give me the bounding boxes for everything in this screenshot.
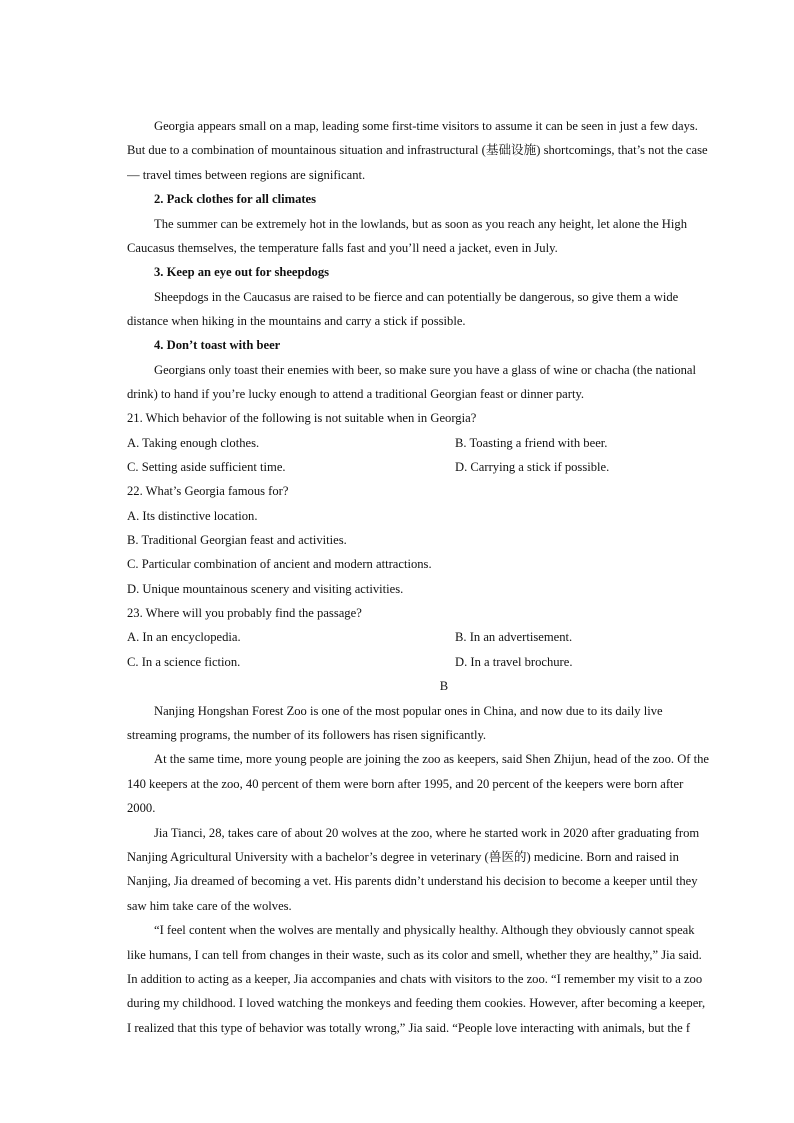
answer-option: C. Particular combination of ancient and modern attractions.: [127, 557, 432, 571]
paragraph-line: At the same time, more young people are joining the zoo as keepers, said Shen Zhijun, head of the zoo. Of the: [154, 752, 710, 766]
paragraph-line: Nanjing Hongshan Forest Zoo is one of the most popular ones in China, and now due to its daily live: [154, 704, 663, 718]
paragraph-line: — travel times between regions are significant.: [127, 168, 366, 182]
paragraph-line: Nanjing Agricultural University with a bachelor’s degree in veterinary (兽医的) medicine. Born and raised in: [127, 850, 679, 864]
answer-option: A. Its distinctive location.: [127, 509, 258, 523]
answer-option: A. Taking enough clothes.: [127, 436, 260, 450]
paragraph-line: “I feel content when the wolves are mentally and physically healthy. Although they obviously cannot speak: [154, 923, 695, 937]
paragraph-line: drink) to hand if you’re lucky enough to attend a traditional Georgian feast or dinner party.: [127, 387, 585, 401]
paragraph-line: But due to a combination of mountainous situation and infrastructural (基础设施) shortcomings, that’s not the case: [127, 143, 708, 157]
answer-option: A. In an encyclopedia.: [127, 630, 241, 644]
paragraph-line: Nanjing, Jia dreamed of becoming a vet. His parents didn’t understand his decision to become a keeper until they: [127, 874, 698, 888]
paragraph-line: Sheepdogs in the Caucasus are raised to be fierce and can potentially be dangerous, so give them a wide: [154, 290, 679, 304]
answer-option: D. In a travel brochure.: [455, 655, 573, 669]
paragraph-line: Caucasus themselves, the temperature falls fast and you’ll need a jacket, even in July.: [127, 241, 558, 255]
section-heading: 2. Pack clothes for all climates: [154, 192, 317, 206]
answer-option: B. Traditional Georgian feast and activities.: [127, 533, 347, 547]
answer-option: D. Carrying a stick if possible.: [455, 460, 610, 474]
answer-option: D. Unique mountainous scenery and visiting activities.: [127, 582, 404, 596]
question-stem: 22. What’s Georgia famous for?: [127, 484, 289, 498]
answer-option: B. Toasting a friend with beer.: [455, 436, 608, 450]
paragraph-line: like humans, I can tell from changes in their waste, such as its color and smell, whether they are healthy,” Jia said.: [127, 948, 702, 962]
paragraph-line: 140 keepers at the zoo, 40 percent of them were born after 1995, and 20 percent of the keepers were born after: [127, 777, 684, 791]
section-letter-heading: B: [439, 679, 449, 693]
paragraph-line: Georgians only toast their enemies with beer, so make sure you have a glass of wine or chacha (the national: [154, 363, 697, 377]
paragraph-line: The summer can be extremely hot in the lowlands, but as soon as you reach any height, let alone the High: [154, 217, 687, 231]
question-stem: 23. Where will you probably find the passage?: [127, 606, 362, 620]
paragraph-line: In addition to acting as a keeper, Jia accompanies and chats with visitors to the zoo. “I remember my visit to a zoo: [127, 972, 703, 986]
paragraph-line: Georgia appears small on a map, leading some first-time visitors to assume it can be seen in just a few days.: [154, 119, 698, 133]
paragraph-line: saw him take care of the wolves.: [127, 899, 292, 913]
answer-option: C. Setting aside sufficient time.: [127, 460, 286, 474]
section-heading: 4. Don’t toast with beer: [154, 338, 281, 352]
paragraph-line: during my childhood. I loved watching the monkeys and feeding them cookies. However, after becoming a keeper,: [127, 996, 706, 1010]
answer-option: C. In a science fiction.: [127, 655, 241, 669]
answer-option: B. In an advertisement.: [455, 630, 573, 644]
document-page: [127, 116, 737, 1056]
section-heading: 3. Keep an eye out for sheepdogs: [154, 265, 330, 279]
paragraph-line: Jia Tianci, 28, takes care of about 20 wolves at the zoo, where he started work in 2020 after graduating from: [154, 826, 700, 840]
paragraph-line: distance when hiking in the mountains and carry a stick if possible.: [127, 314, 466, 328]
question-stem: 21. Which behavior of the following is not suitable when in Georgia?: [127, 411, 477, 425]
paragraph-line: 2000.: [127, 801, 156, 815]
paragraph-line: streaming programs, the number of its followers has risen significantly.: [127, 728, 487, 742]
paragraph-line: I realized that this type of behavior was totally wrong,” Jia said. “People love interacting with animals, but the f: [127, 1021, 691, 1035]
